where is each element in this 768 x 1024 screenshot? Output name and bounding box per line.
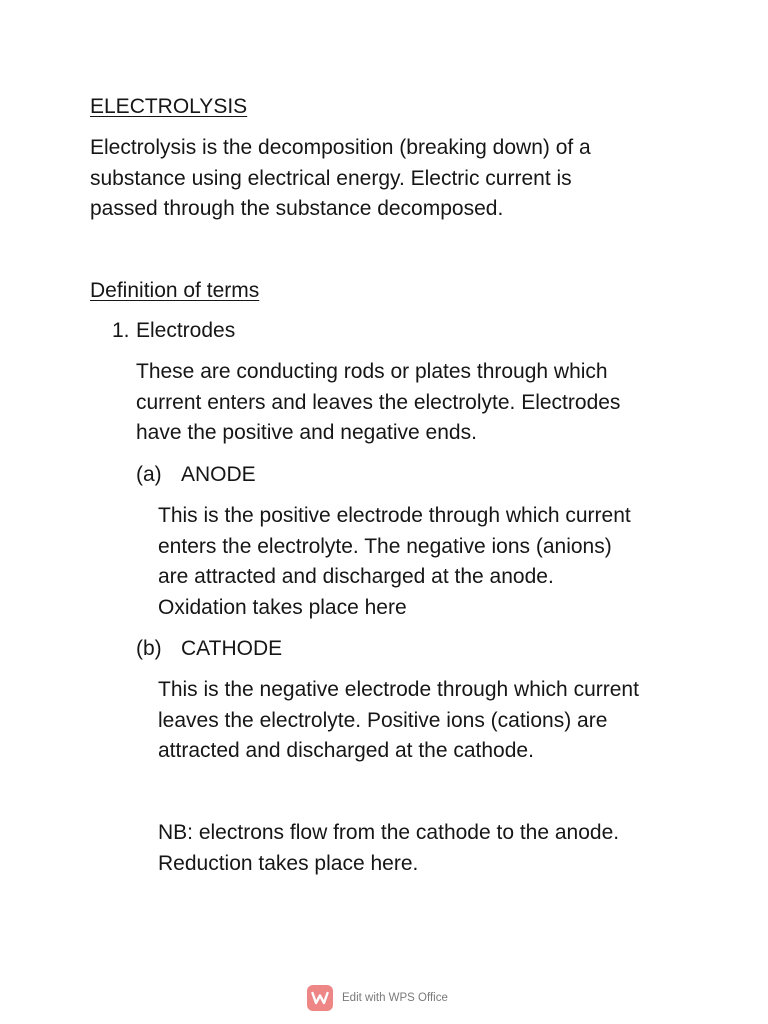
anode-line: enters the electrolyte. The negative ions (anions) [158,534,612,558]
anode-line: are attracted and discharged at the anode. [158,565,554,588]
sub-item-label-a: (a) [136,463,162,486]
intro-line: passed through the substance decomposed. [90,197,504,220]
cathode-line: This is the negative electrode through which current [158,678,639,701]
list-item-number: 1. [112,319,130,342]
list-item-title: Electrodes [136,319,236,342]
definitions-heading: Definition of terms [90,279,260,302]
anode-heading: ANODE [181,463,256,486]
electrodes-paragraph [136,357,696,449]
wps-logo-icon [307,985,333,1011]
nb-line: Reduction takes place here. [158,851,419,875]
sub-item-label-b: (b) [136,637,162,660]
intro-line: substance using electrical energy. Electric current is [90,166,572,190]
cathode-line: leaves the electrolyte. Positive ions (cations) are [158,708,608,732]
anode-paragraph [158,501,718,623]
nb-line: NB: electrons flow from the cathode to the anode. [158,821,620,844]
anode-line: Oxidation takes place here [158,595,407,619]
electrodes-line: current enters and leaves the electrolyte. Electrodes [136,390,621,414]
cathode-heading: CATHODE [181,637,283,660]
wps-footer-link[interactable] [307,985,448,1011]
nb-note [158,818,718,879]
cathode-paragraph [158,675,718,767]
wps-w-glyph [311,991,329,1005]
intro-line: Electrolysis is the decomposition (breaking down) of a [90,136,591,159]
intro-paragraph [90,133,690,225]
electrodes-line: These are conducting rods or plates through which [136,360,608,383]
wps-footer-text: Edit with WPS Office [342,992,448,1004]
electrodes-line: have the positive and negative ends. [136,421,477,444]
page-title: ELECTROLYSIS [90,95,248,118]
cathode-line: attracted and discharged at the cathode. [158,739,534,762]
anode-line: This is the positive electrode through which current [158,504,631,527]
